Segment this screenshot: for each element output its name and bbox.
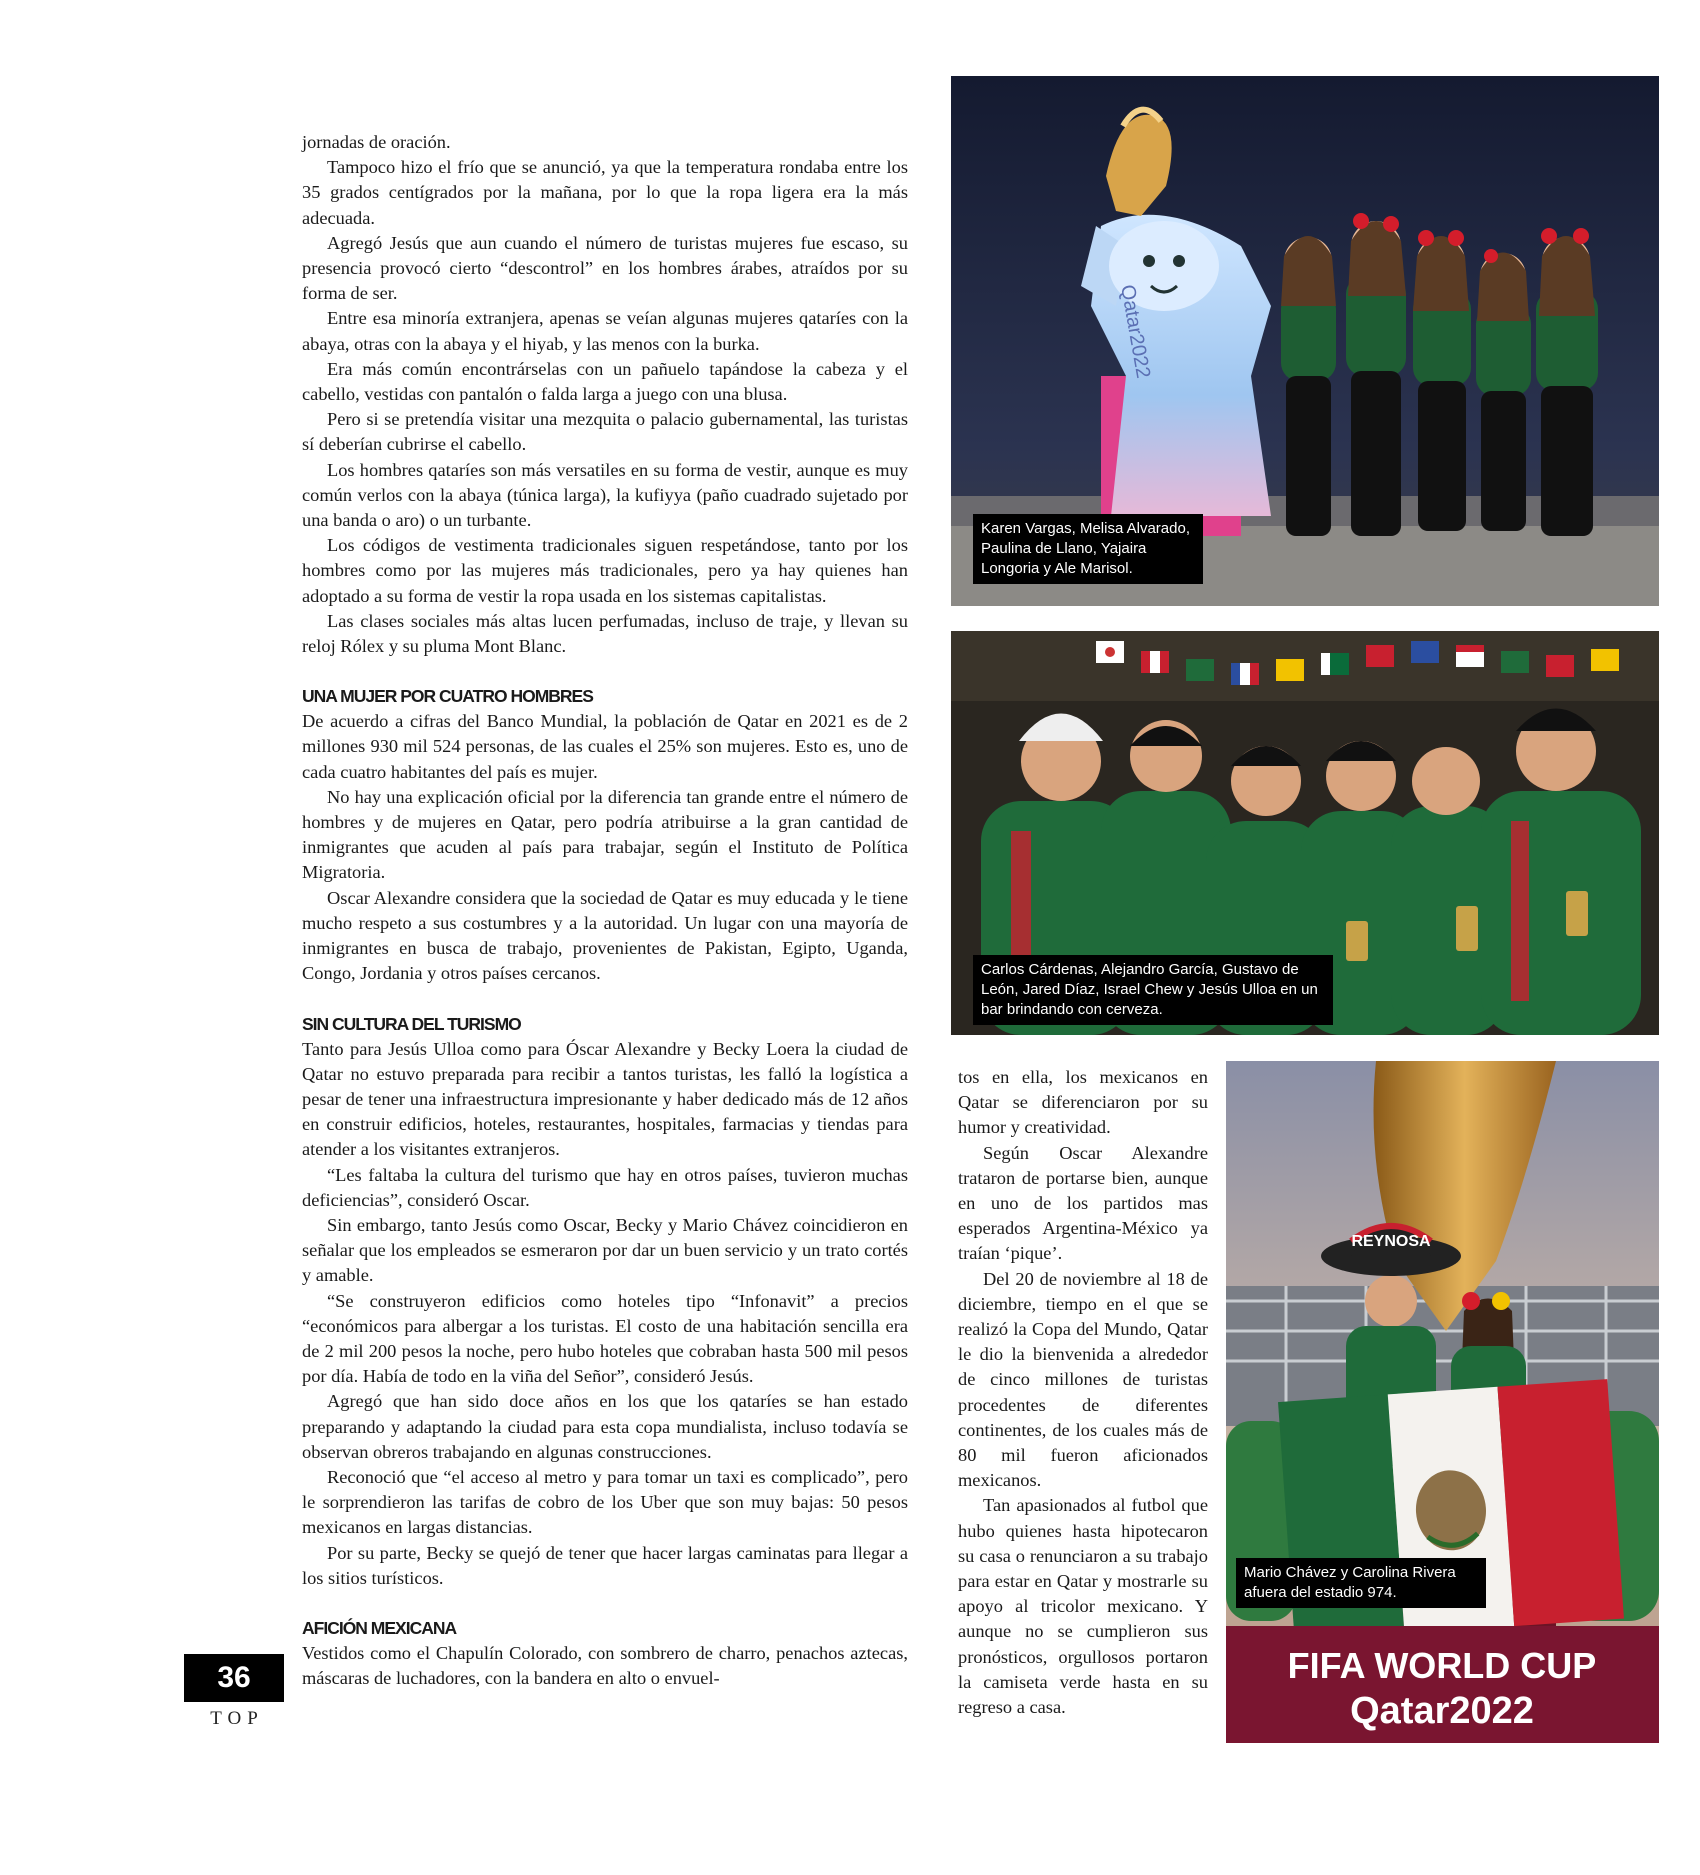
paragraph: Era más común encontrárselas con un pañuelo tapándose la cabeza y el cabello, vestidas con pantalón o falda larga a juego con una blusa. xyxy=(302,358,908,405)
paragraph: tos en ella, los mexicanos en Qatar se diferenciaron por su humor y creatividad. xyxy=(958,1067,1208,1138)
section-heading: SIN CULTURA DEL TURISMO xyxy=(302,1013,521,1034)
paragraph: No hay una explicación oficial por la diferencia tan grande entre el número de hombres y de mujeres en Qatar, pero podría atribuirse a la gran cantidad de inmigrantes que acuden al país para trabajar, según el Instituto de Política Migratoria. xyxy=(302,786,908,883)
section-heading: UNA MUJER POR CUATRO HOMBRES xyxy=(302,686,593,707)
photo-couple-with-flag xyxy=(1226,1061,1659,1743)
paragraph: Vestidos como el Chapulín Colorado, con sombrero de charro, penachos aztecas, máscaras de luchadores, con la bandera en alto o envuel- xyxy=(302,1642,908,1689)
article-column-narrow xyxy=(958,1065,1208,1720)
paragraph: Sin embargo, tanto Jesús como Oscar, Becky y Mario Chávez coincidieron en señalar que los empleados se esmeraron por dar un buen servicio y un trato cortés y amable. xyxy=(302,1214,908,1286)
photo-caption: Mario Chávez y Carolina Rivera afuera del estadio 974. xyxy=(1236,1558,1486,1608)
paragraph: Por su parte, Becky se quejó de tener que hacer largas caminatas para llegar a los sitios turísticos. xyxy=(302,1542,908,1588)
banner-subtitle: Qatar2022 xyxy=(1350,1690,1534,1732)
photo-fans-with-mascot xyxy=(951,76,1659,606)
mascot-text: Qatar2022 xyxy=(1116,283,1155,380)
sombrero-text: REYNOSA xyxy=(1351,1233,1431,1250)
article-column-left xyxy=(302,130,908,1691)
page-number: 36 xyxy=(184,1654,284,1702)
paragraph: “Se construyeron edificios como hoteles tipo “Infonavit” a precios “económicos para albergar a los turistas. El costo de una habitación sencilla era de 2 mil 200 pesos la noche, pero hubo hoteles que cobraban hasta 500 mil pesos por día. Había de todo en la viña del Señor”, consideró Jesús. xyxy=(302,1290,908,1387)
paragraph: Según Oscar Alexandre trataron de portarse bien, aunque en uno de los partidos mas esperados Argentina-México ya traían ‘pique’. xyxy=(958,1142,1208,1264)
paragraph: De acuerdo a cifras del Banco Mundial, la población de Qatar en 2021 es de 2 millones 930 mil 524 personas, de las cuales el 25% son mujeres. Esto es, uno de cada cuatro habitantes del país es mujer. xyxy=(302,711,908,782)
paragraph: Agregó que han sido doce años en los que los qataríes se han estado preparando y adaptando la ciudad para esta copa mundialista, incluso todavía se observan obreros trabajando en algunas construcciones. xyxy=(302,1391,908,1462)
photo-fans-in-bar xyxy=(951,631,1659,1035)
paragraph: Pero si se pretendía visitar una mezquita o palacio gubernamental, las turistas sí deberían cubrirse el cabello. xyxy=(302,409,908,455)
paragraph: Tanto para Jesús Ulloa como para Óscar Alexandre y Becky Loera la ciudad de Qatar no estuvo preparada para recibir a tantos turistas, les falló la logística a pesar de tener una infraestructura impresionante y haber dedicado más de 12 años en construir edificios, hoteles, restaurantes, hospitales, farmacias y tiendas para atender a los visitantes extranjeros. xyxy=(302,1038,908,1160)
paragraph: Los hombres qataríes son más versatiles en su forma de vestir, aunque es muy común verlos con la abaya (túnica larga), la kufiyya (paño cuadrado sujetado por una banda o aro) o un turbante. xyxy=(302,459,908,531)
photo-illustration xyxy=(1226,1061,1659,1743)
banner-title: FIFA WORLD CUP xyxy=(1287,1645,1597,1686)
photo-caption: Karen Vargas, Melisa Alvarado, Paulina de Llano, Yajaira Longoria y Ale Marisol. xyxy=(973,514,1203,584)
page-folio xyxy=(184,1654,284,1730)
paragraph: “Les faltaba la cultura del turismo que hay en otros países, tuvieron muchas deficiencias”, consideró Oscar. xyxy=(302,1164,908,1210)
paragraph: jornadas de oración. xyxy=(302,132,451,152)
paragraph: Tan apasionados al futbol que hubo quienes hasta hipotecaron su casa o renunciaron a su trabajo para estar en Qatar y mostrarle su apoyo al tricolor mexicano. Y aunque no se cumplieron sus pronósticos, orgullosos portaron la camiseta verde hasta en su regreso a casa. xyxy=(958,1495,1208,1718)
magazine-name: TOP xyxy=(210,1708,264,1729)
paragraph: Agregó Jesús que aun cuando el número de turistas mujeres fue escaso, su presencia provocó cierto “descontrol” en los hombres árabes, atraídos por su forma de ser. xyxy=(302,232,908,304)
paragraph: Oscar Alexandre considera que la sociedad de Qatar es muy educada y le tiene mucho respeto a sus costumbres y a la autoridad. Un lugar con una mayoría de inmigrantes en busca de trabajo, provenientes de Pakistan, Egipto, Uganda, Congo, Jordania y otros países cercanos. xyxy=(302,887,908,984)
paragraph: Reconoció que “el acceso al metro y para tomar un taxi es complicado”, pero le sorprendieron las tarifas de cobro de los Uber que son muy bajas: 50 pesos mexicanos en largas distancias. xyxy=(302,1466,908,1538)
paragraph: Las clases sociales más altas lucen perfumadas, incluso de traje, y llevan su reloj Rólex y su pluma Mont Blanc. xyxy=(302,610,908,657)
paragraph: Tampoco hizo el frío que se anunció, ya que la temperatura rondaba entre los 35 grados centígrados por la mañana, por lo que la ropa ligera era la más adecuada. xyxy=(302,157,908,228)
section-heading: AFICIÓN MEXICANA xyxy=(302,1617,457,1638)
paragraph: Entre esa minoría extranjera, apenas se veían algunas mujeres qataríes con la abaya, otras con la abaya y el hiyab, y las menos con la burka. xyxy=(302,308,908,354)
paragraph: Del 20 de noviembre al 18 de diciembre, tiempo en el que se realizó la Copa del Mundo, Qatar le dio la bienvenida a alrededor de cinco millones de turistas procedentes de diferentes continentes, de los cuales más de 80 mil fueron aficionados mexicanos. xyxy=(958,1268,1208,1491)
photo-caption: Carlos Cárdenas, Alejandro García, Gustavo de León, Jared Díaz, Israel Chew y Jesús Ulloa en un bar brindando con cerveza. xyxy=(973,955,1333,1025)
paragraph: Los códigos de vestimenta tradicionales siguen respetándose, tanto por los hombres como por las mujeres más tradicionales, pero ya hay quienes han adoptado a su forma de vestir la ropa usada en los sistemas capitalistas. xyxy=(302,535,908,606)
